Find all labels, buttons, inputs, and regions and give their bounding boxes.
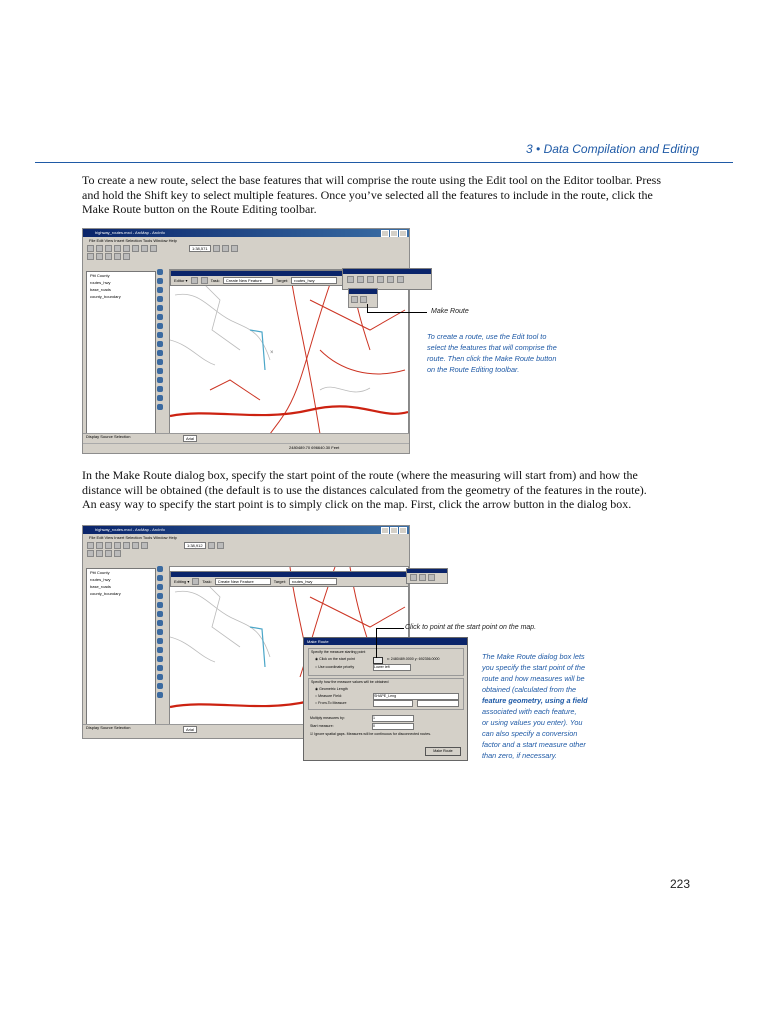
tool-icon[interactable] [157,593,163,599]
group-title: Specify how the measure values will be obtained [311,680,389,684]
caption-line: associated with each feature, [482,707,577,716]
toc-item[interactable]: base_roads [90,584,111,589]
start-measure-label: Start measure: [310,724,334,728]
font-select[interactable]: Arial [183,726,197,733]
print-icon[interactable] [114,245,121,252]
copy-icon[interactable] [132,542,139,549]
full-extent-icon[interactable] [114,550,121,557]
toolbar-icon[interactable] [419,574,426,581]
toolbar-icon[interactable] [347,276,354,283]
task-label: Task: [202,579,212,584]
status-coordinates: 2480489.70 696640.30 Feet [289,445,340,450]
tool-icon[interactable] [157,341,163,347]
tool-icon[interactable] [157,395,163,401]
target-label: Target: [273,579,286,584]
standard-toolbar [83,541,409,549]
caption-line: than zero, if necessary. [482,751,557,760]
window-title: highway_routes.mxd - ArcMap - ArcInfo [95,527,165,532]
make-route-dialog [303,637,468,761]
caption-line: can also specify a conversion [482,729,578,738]
callout-line [367,312,427,313]
option-label: Geometric Length [319,687,348,691]
ignore-gaps-checkbox[interactable]: ☑ Ignore spatial gaps. Measures will be continuous for disconnected routes. [310,732,432,736]
tool-icon[interactable] [157,692,163,698]
intro-paragraph: To create a new route, select the base features that will comprise the route using the Edit tool on the Editor toolbar. Press and hold the Shift key to select multiple features. Once you’ve selected all the features to include in the route, click the Make Route button on the Route Editing toolbar. [82,173,661,216]
editor-toolbar [170,571,409,587]
svg-text:×: × [270,350,274,356]
header-rule [35,162,733,163]
toc-item[interactable]: county_boundary [90,294,121,299]
tool-icon[interactable] [157,296,163,302]
save-icon[interactable] [105,245,112,252]
editor-toolbar-icon[interactable] [208,542,215,549]
tool-icon[interactable] [157,305,163,311]
tool-icon[interactable] [157,611,163,617]
cut-icon[interactable] [123,542,130,549]
option-label: Use coordinate priority [318,665,355,669]
zoom-out-icon[interactable] [96,253,103,260]
to-field-select[interactable] [417,700,459,707]
tool-icon[interactable] [157,323,163,329]
menu-bar[interactable]: File Edit View Insert Selection Tools Window Help [89,535,177,540]
multiply-label: Multiply measures by: [310,716,345,720]
zoom-out-icon[interactable] [96,550,103,557]
from-field-select[interactable] [373,700,413,707]
make-route-button[interactable]: Make Route [425,747,461,756]
paste-icon[interactable] [141,245,148,252]
option-label: Click on the start point [319,657,355,661]
arrow-pick-button[interactable] [373,657,383,664]
toc-item[interactable]: base_roads [90,287,111,292]
editor-toolbar-extension [406,568,448,584]
sketch-tool-icon[interactable] [201,277,208,284]
task-label: Task: [210,278,220,283]
geometric-length-option[interactable]: ◉ Geometric Length [315,687,348,691]
window-titlebar [83,229,409,237]
tool-icon[interactable] [157,269,163,275]
toc-item[interactable]: routes_hwy [90,577,111,582]
table-of-contents [86,568,156,726]
tool-icon[interactable] [157,602,163,608]
option-label: From-To Measure [318,701,347,705]
close-icon[interactable] [399,527,407,534]
chapter-title: 3 • Data Compilation and Editing [526,142,699,156]
editor-toolbar-icon[interactable] [213,245,220,252]
tool-icon[interactable] [157,287,163,293]
start-measure-input[interactable]: 0 [372,723,414,730]
group-title: Specify the measure starting point [311,650,366,654]
page-number: 223 [669,877,690,891]
tool-icon[interactable] [157,566,163,572]
tools-strip [155,566,165,698]
copy-icon[interactable] [132,245,139,252]
toolbar-icon[interactable] [367,276,374,283]
arctoolbox-icon[interactable] [222,245,229,252]
window-title: highway_routes.mxd - ArcMap - ArcInfo [95,230,165,235]
edit-tool-icon[interactable] [191,277,198,284]
target-label: Target: [275,278,289,283]
open-icon[interactable] [96,245,103,252]
callout-line [376,628,377,658]
tool-icon[interactable] [157,665,163,671]
coordinate-priority-option[interactable]: ○ Use coordinate priority [315,665,355,669]
editor-toolbar-extension [342,268,432,290]
click-start-option[interactable]: ◉ Click on the start point [315,657,355,661]
start-point-callout: Click to point at the start point on the map. [405,624,537,631]
caption-line: or using values you enter). You [482,718,583,727]
full-extent-icon[interactable] [114,253,121,260]
second-paragraph: In the Make Route dialog box, specify the start point of the route (where the measuring will start from) and how the distance will be obtained (the default is to use the distances calculated from the geometry of the features in the route). An easy way to specify the start point is to simply click on the map. First, click the arrow button in the dialog box. [82,468,647,511]
dialog-title: Make Route [304,638,467,645]
status-bar [83,443,409,451]
edit-tool-icon[interactable] [192,578,199,585]
editor-menu[interactable]: Editing ▾ [174,579,190,584]
tool-icon[interactable] [157,638,163,644]
help-icon[interactable] [231,245,238,252]
font-select[interactable]: Arial [183,435,197,442]
tool-icon[interactable] [157,350,163,356]
maximize-icon[interactable] [390,527,398,534]
tool-icon[interactable] [157,404,163,410]
toolbar-icon[interactable] [377,276,384,283]
table-of-contents [86,271,156,435]
task-select[interactable]: Create New Feature [215,578,271,585]
minimize-icon[interactable] [381,527,389,534]
tools-strip [155,269,165,410]
tool-icon[interactable] [157,674,163,680]
toc-item[interactable]: county_boundary [90,591,121,596]
tool-icon[interactable] [157,584,163,590]
toc-item[interactable]: Pitt County [90,273,110,278]
toc-item[interactable]: routes_hwy [90,280,111,285]
target-select[interactable]: routes_hwy [289,578,337,585]
start-coordinates: x: 2480489.0000 y: 692356.0000 [387,657,440,661]
identify-icon[interactable] [123,253,130,260]
figure2-caption [482,651,622,761]
tool-icon[interactable] [157,656,163,662]
menu-bar[interactable]: File Edit View Insert Selection Tools Window Help [89,238,177,243]
task-select[interactable]: Create New Feature [223,277,273,284]
new-icon[interactable] [87,245,94,252]
measure-source-group [308,678,464,710]
standard-toolbar [83,244,409,252]
multiply-input[interactable]: 1 [372,715,414,722]
drawing-toolbar [83,433,409,443]
measure-field-option[interactable]: ○ Measure Field: [315,694,342,698]
scale-box[interactable]: 1:38,571 [189,245,211,252]
target-select[interactable]: routes_hwy [291,277,337,284]
arcmap-screenshot-1 [82,228,410,454]
close-icon[interactable] [399,230,407,237]
toc-tabs[interactable]: Display Source Selection [86,725,131,730]
coordinate-priority-select[interactable]: Lower left [373,664,411,671]
delete-icon[interactable] [150,245,157,252]
toolbar-icon[interactable] [397,276,404,283]
open-icon[interactable] [96,542,103,549]
arctoolbox-icon[interactable] [217,542,224,549]
toolbar-icon[interactable] [387,276,394,283]
toolbar-icon[interactable] [410,574,417,581]
route-editing-toolbar-float [348,288,378,308]
tool-icon[interactable] [157,683,163,689]
caption-line: feature geometry, using a field [482,696,588,705]
zoom-in-icon[interactable] [87,550,94,557]
minimize-icon[interactable] [381,230,389,237]
pan-icon[interactable] [105,550,112,557]
tool-icon[interactable] [157,620,163,626]
tool-icon[interactable] [157,629,163,635]
toc-item[interactable]: Pitt County [90,570,110,575]
toolbar-icon[interactable] [357,276,364,283]
scale-box[interactable]: 1:38,912 [184,542,206,549]
tool-icon[interactable] [157,278,163,284]
tool-icon[interactable] [157,647,163,653]
pan-icon[interactable] [105,253,112,260]
tool-icon[interactable] [157,314,163,320]
caption-line: The Make Route dialog box lets [482,652,585,661]
window-titlebar [83,526,409,534]
measure-field-select[interactable]: SHAPE_Leng [373,693,459,700]
caption-line: obtained (calculated from the [482,685,577,694]
editor-menu[interactable]: Editor ▾ [174,278,188,283]
caption-line: you specify the start point of the [482,663,586,672]
option-label: Measure Field: [318,694,342,698]
cut-icon[interactable] [123,245,130,252]
save-icon[interactable] [105,542,112,549]
tool-icon[interactable] [157,368,163,374]
route-tool-icon[interactable] [351,296,358,303]
print-icon[interactable] [114,542,121,549]
zoom-in-icon[interactable] [87,253,94,260]
make-route-button-icon[interactable] [360,296,367,303]
figure1-caption: To create a route, use the Edit tool to select the features that will comprise the route. Then click the Make Route button on the Route Editing toolbar. [427,332,557,374]
toc-tabs[interactable]: Display Source Selection [86,434,131,439]
from-to-option[interactable]: ○ From-To Measure [315,701,347,705]
tools-toolbar [83,549,409,557]
tool-icon[interactable] [157,359,163,365]
maximize-icon[interactable] [390,230,398,237]
toolbar-icon[interactable] [428,574,435,581]
callout-line [376,628,404,629]
make-route-callout: Make Route [431,308,469,315]
tool-icon[interactable] [157,575,163,581]
tools-toolbar [83,252,409,260]
paste-icon[interactable] [141,542,148,549]
tool-icon[interactable] [157,386,163,392]
start-point-group [308,648,464,676]
checkbox-label: Ignore spatial gaps. Measures will be continuous for disconnected routes. [314,732,432,736]
tool-icon[interactable] [157,377,163,383]
tool-icon[interactable] [157,332,163,338]
new-icon[interactable] [87,542,94,549]
caption-line: factor and a start measure other [482,740,586,749]
caption-line: route and how measures will be [482,674,585,683]
